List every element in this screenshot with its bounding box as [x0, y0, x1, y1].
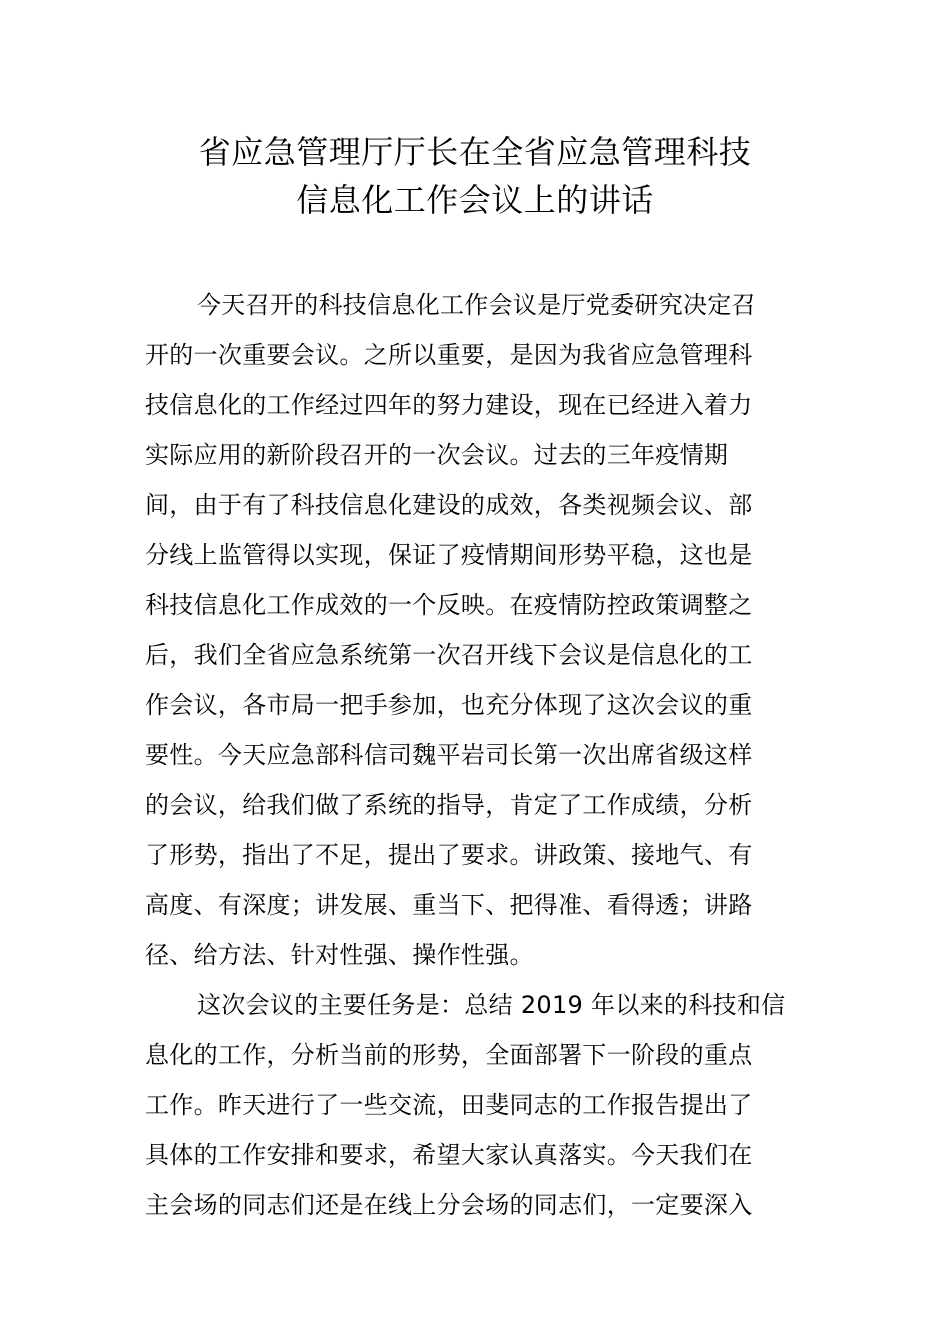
paragraph-1 [145, 280, 805, 980]
text-line: 这次会议的主要任务是：总结 2019 年以来的科技和信 [197, 991, 786, 1019]
text-line: 要性。今天应急部科信司魏平岩司长第一次出席省级这样 [145, 741, 753, 769]
text-line: 工作。昨天进行了一些交流，田斐同志的工作报告提出了 [145, 1091, 753, 1119]
title-line: 信息化工作会议上的讲话 [296, 181, 654, 219]
text-line: 开的一次重要会议。之所以重要，是因为我省应急管理科 [145, 341, 753, 369]
text-line: 具体的工作安排和要求，希望大家认真落实。今天我们在 [145, 1141, 753, 1169]
text-line: 今天召开的科技信息化工作会议是厅党委研究决定召 [197, 291, 756, 319]
text-line: 后，我们全省应急系统第一次召开线下会议是信息化的工 [145, 641, 753, 669]
paragraph-2 [145, 980, 805, 1230]
text-line: 主会场的同志们还是在线上分会场的同志们，一定要深入 [145, 1191, 753, 1219]
text-line: 科技信息化工作成效的一个反映。在疫情防控政策调整之 [145, 591, 753, 619]
document-title [0, 128, 950, 224]
title-line: 省应急管理厅厅长在全省应急管理科技 [198, 133, 752, 171]
text-line: 间，由于有了科技信息化建设的成效，各类视频会议、部 [145, 491, 753, 519]
text-line: 技信息化的工作经过四年的努力建设，现在已经进入着力 [145, 391, 753, 419]
text-line: 径、给方法、针对性强、操作性强。 [145, 941, 534, 969]
document-body [145, 280, 805, 1230]
text-line: 作会议，各市局一把手参加，也充分体现了这次会议的重 [145, 691, 753, 719]
text-line: 了形势，指出了不足，提出了要求。讲政策、接地气、有 [145, 841, 753, 869]
text-line: 分线上监管得以实现，保证了疫情期间形势平稳，这也是 [145, 541, 753, 569]
text-line: 息化的工作，分析当前的形势，全面部署下一阶段的重点 [145, 1041, 753, 1069]
text-line: 实际应用的新阶段召开的一次会议。过去的三年疫情期 [145, 441, 729, 469]
text-line: 的会议，给我们做了系统的指导，肯定了工作成绩，分析 [145, 791, 753, 819]
text-line: 高度、有深度；讲发展、重当下、把得准、看得透；讲路 [145, 891, 753, 919]
